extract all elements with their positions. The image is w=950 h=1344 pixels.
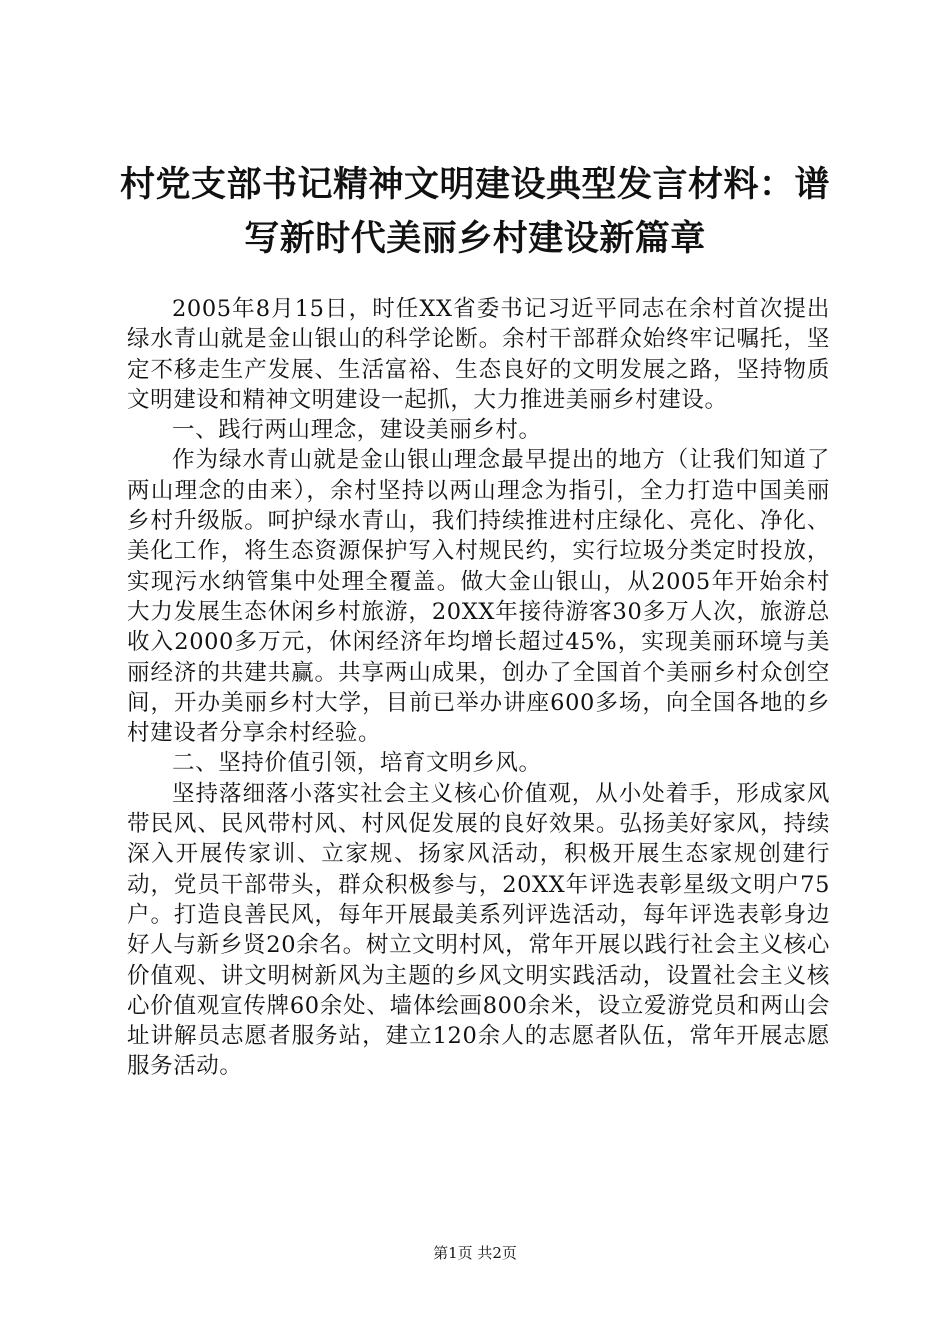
title-line-1: 村党支部书记精神文明建设典型发言材料：谱 xyxy=(119,165,830,205)
document-body xyxy=(127,294,830,1082)
paragraph-section-2: 坚持落细落小落实社会主义核心价值观，从小处着手，形成家风带民风、民风带村风、村风促发展的良好效果。弘扬美好家风，持续深入开展传家训、立家规、扬家风活动，积极开展生态家规创建行动，党员干部带头，群众积极参与，20XX年评选表彰星级文明户75户。打造良善民风，每年开展最美系列评选活动，每年评选表彰身边好人与新乡贤20余名。树立文明村风，常年开展以践行社会主义核心价值观、讲文明树新风为主题的乡风文明实践活动，设置社会主义核心价值观宣传牌60余处、墙体绘画800余米，设立爱游党员和两山会址讲解员志愿者服务站，建立120余人的志愿者队伍，常年开展志愿服务活动。 xyxy=(127,780,830,1080)
document-title xyxy=(100,158,850,266)
paragraph-intro: 2005年8月15日，时任XX省委书记习近平同志在余村首次提出绿水青山就是金山银山的科学论断。余村干部群众始终牢记嘱托，坚定不移走生产发展、生活富裕、生态良好的文明发展之路，坚持物质文明建设和精神文明建设一起抓，大力推进美丽乡村建设。 xyxy=(127,296,830,413)
section-heading-1: 一、践行两山理念，建设美丽乡村。 xyxy=(172,417,542,444)
page-footer: 第1页 共2页 xyxy=(433,1244,517,1262)
section-heading-2: 二、坚持价值引领，培育文明乡风。 xyxy=(172,750,542,777)
paragraph-section-1: 作为绿水青山就是金山银山理念最早提出的地方（让我们知道了两山理念的由来），余村坚持以两山理念为指引，全力打造中国美丽乡村升级版。呵护绿水青山，我们持续推进村庄绿化、亮化、净化、美化工作，将生态资源保护写入村规民约，实行垃圾分类定时投放，实现污水纳管集中处理全覆盖。做大金山银山，从2005年开始余村大力发展生态休闲乡村旅游，20XX年接待游客30多万人次，旅游总收入2000多万元，休闲经济年均增长超过45%，实现美丽环境与美丽经济的共建共赢。共享两山成果，创办了全国首个美丽乡村众创空间，开办美丽乡村大学，目前已举办讲座600多场，向全国各地的乡村建设者分享余村经验。 xyxy=(127,447,830,747)
title-line-2: 写新时代美丽乡村建设新篇章 xyxy=(244,219,706,259)
